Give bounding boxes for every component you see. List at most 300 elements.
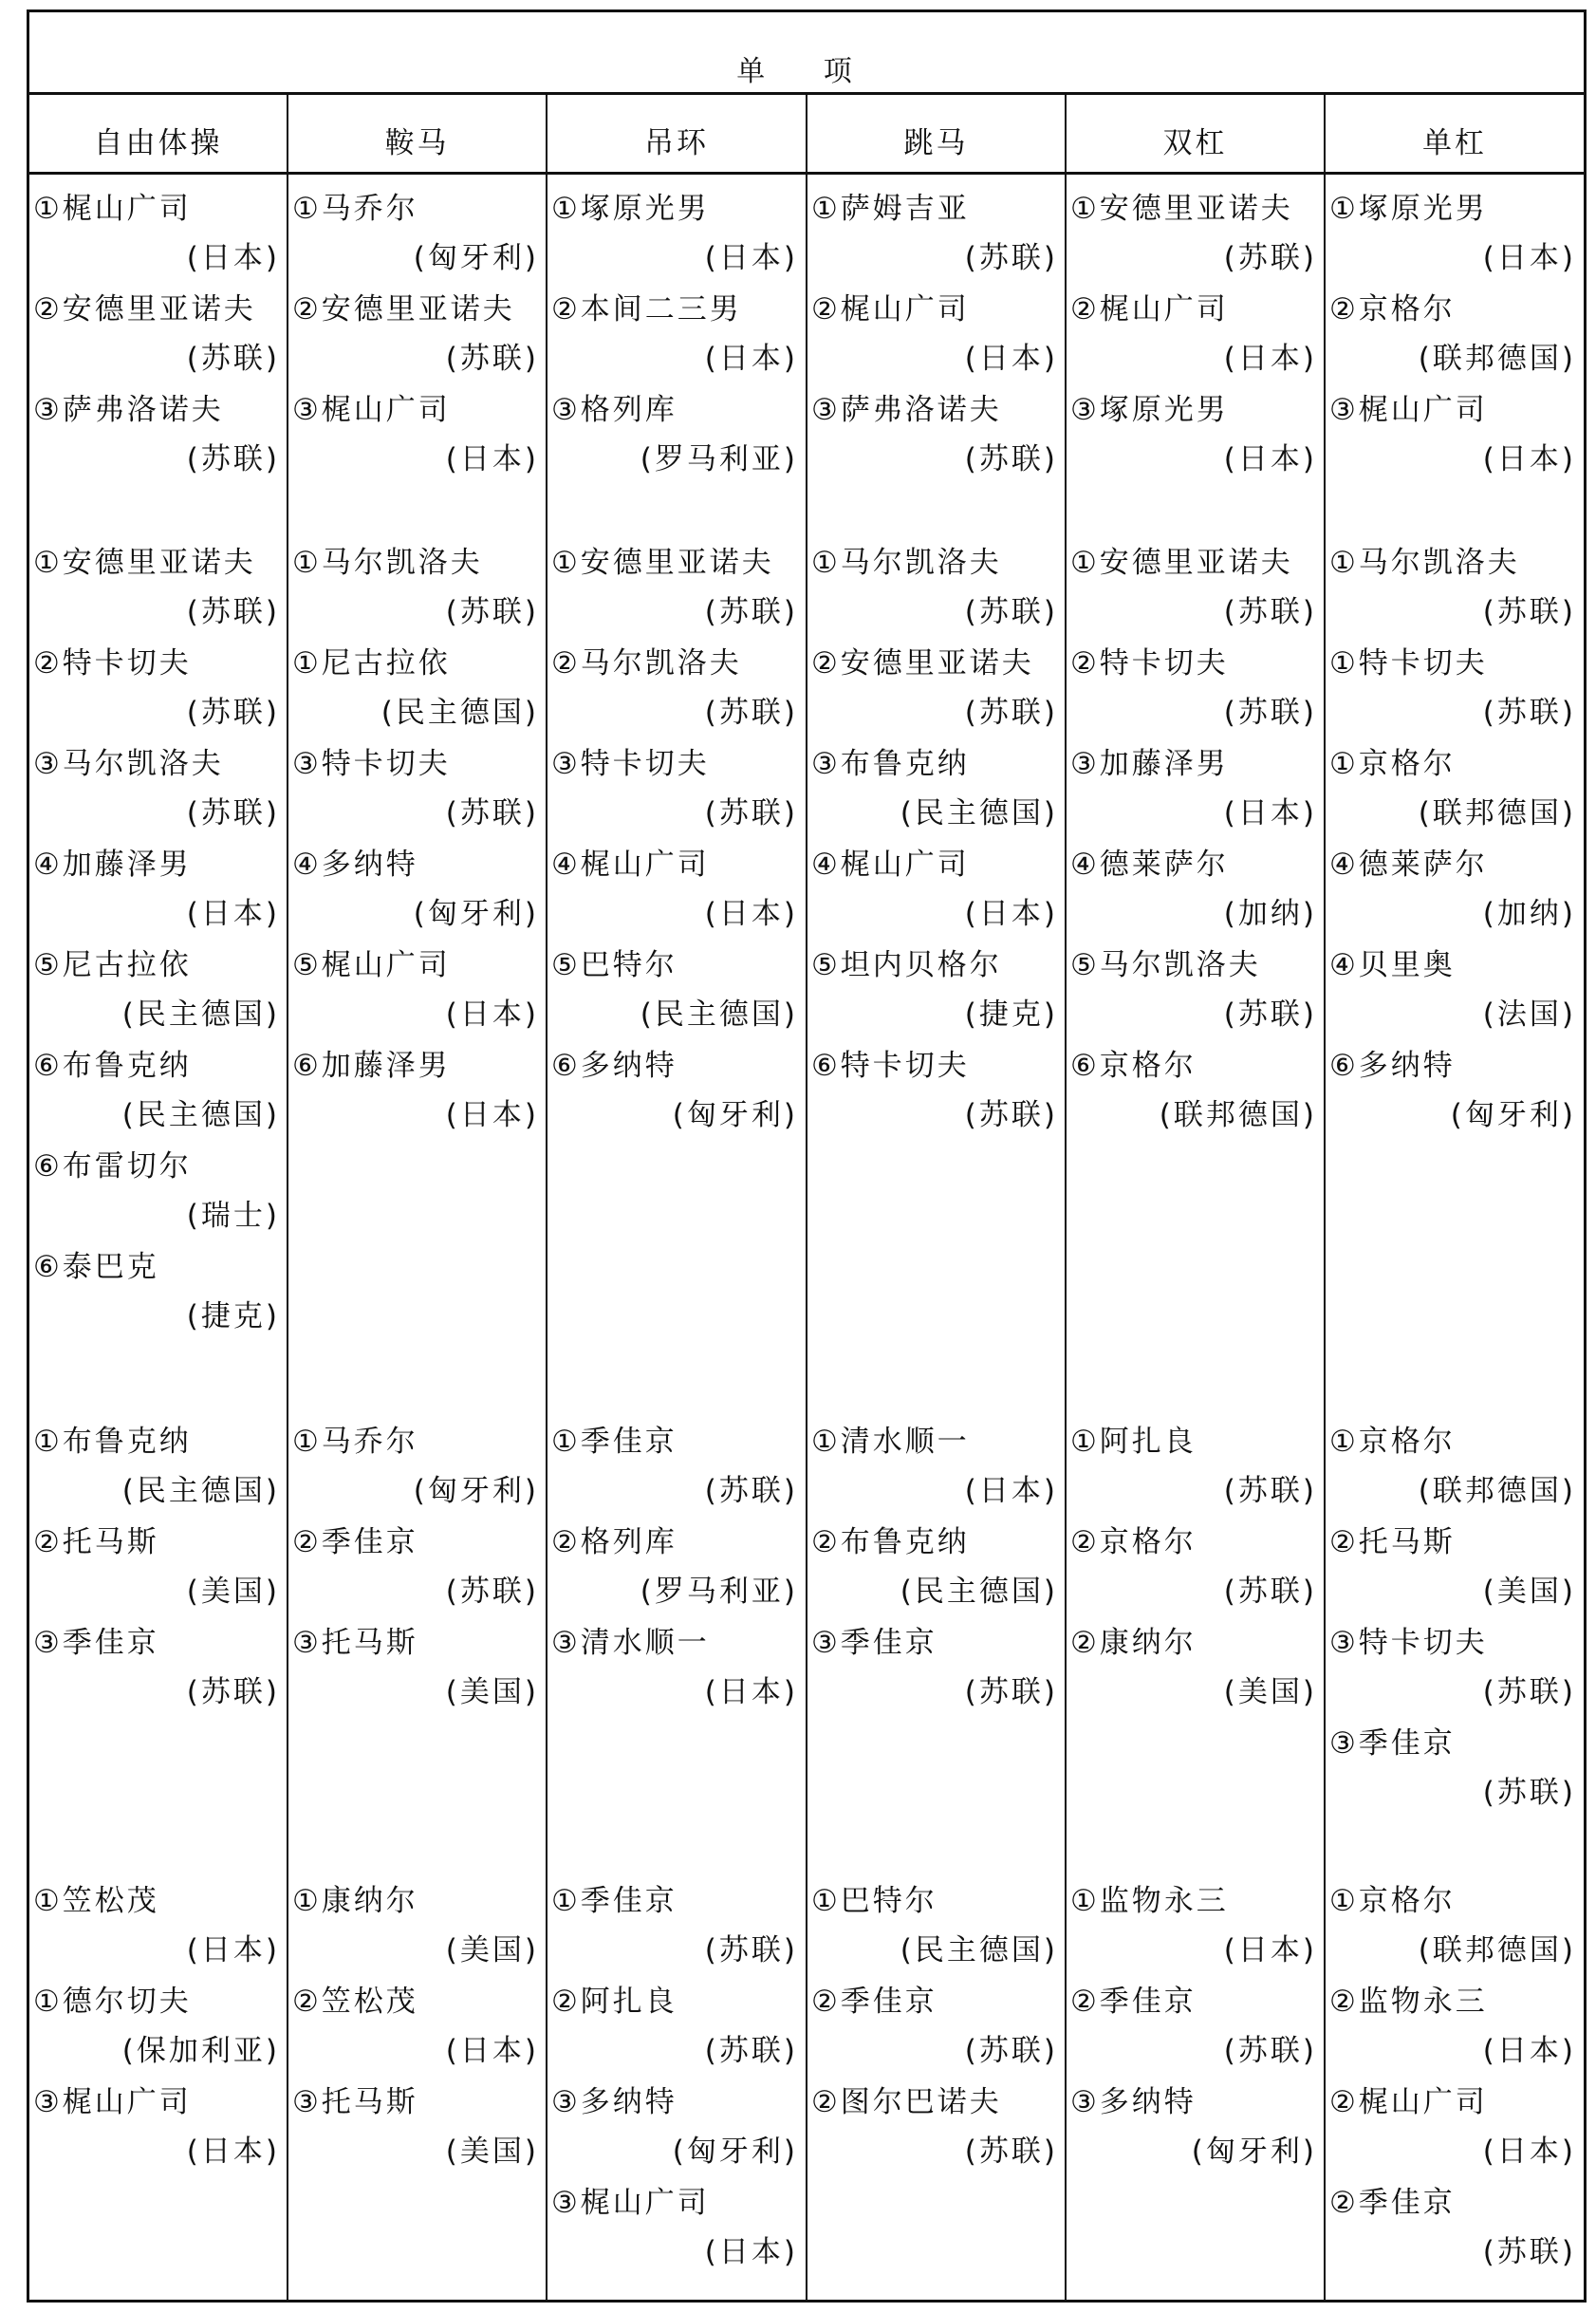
- result-entry: [1329, 1719, 1578, 1818]
- result-entry: [1329, 285, 1578, 383]
- country-label: (民主德国): [900, 1575, 1058, 1609]
- country-label: (苏联): [186, 442, 280, 476]
- athlete-line: [33, 1417, 282, 1466]
- athlete-name: 马尔凯洛夫: [840, 546, 1002, 580]
- rank-label: ①: [551, 192, 581, 226]
- result-entry: [292, 1041, 541, 1140]
- rank-label: ①: [1070, 192, 1100, 226]
- country-label: (联邦德国): [1418, 796, 1576, 830]
- athlete-name: 笠松茂: [62, 1884, 159, 1918]
- rank-label: ③: [292, 1626, 322, 1660]
- athlete-line: [292, 739, 541, 789]
- country-label: (联邦德国): [1159, 1098, 1317, 1132]
- athlete-name: 京格尔: [1358, 1425, 1456, 1459]
- country-label: (苏联): [1482, 1776, 1576, 1810]
- result-entry: [811, 538, 1060, 637]
- athlete-name: 梶山广司: [62, 2085, 192, 2119]
- athlete-name: 梶山广司: [580, 2186, 710, 2220]
- country-label: (联邦德国): [1418, 1933, 1576, 1967]
- athlete-name: 布鲁克纳: [62, 1425, 192, 1459]
- country-label: (苏联): [704, 696, 798, 730]
- athlete-name: 季佳京: [62, 1626, 159, 1660]
- country-label: (苏联): [704, 1474, 798, 1508]
- column-divider: [1324, 93, 1326, 2301]
- result-entry: [1070, 285, 1319, 383]
- country-label: (美国): [445, 1675, 539, 1709]
- athlete-line: [292, 1417, 541, 1466]
- athlete-name: 塚原光男: [1358, 192, 1488, 226]
- country-label: (美国): [1223, 1675, 1317, 1709]
- athlete-name: 加藤泽男: [62, 848, 192, 882]
- athlete-name: 多纳特: [1358, 1049, 1456, 1083]
- athlete-name: 季佳京: [840, 1626, 937, 1660]
- column-divider: [287, 93, 288, 2301]
- athlete-line: [1070, 285, 1319, 334]
- result-entry: [33, 385, 282, 484]
- country-label: (苏联): [1482, 2235, 1576, 2269]
- athlete-name: 安德里亚诺夫: [321, 292, 515, 326]
- country-label: (日本): [964, 897, 1058, 931]
- country-label: (匈牙利): [413, 897, 539, 931]
- country-label: (日本): [445, 998, 539, 1032]
- country-label: (民主德国): [121, 1098, 280, 1132]
- rank-label: ②: [1070, 646, 1100, 681]
- athlete-line: [1070, 1041, 1319, 1091]
- country-label: (苏联): [186, 696, 280, 730]
- athlete-name: 加藤泽男: [321, 1049, 451, 1083]
- rank-label: ⑤: [1070, 948, 1100, 982]
- rank-label: ⑥: [551, 1049, 581, 1083]
- country-label: (苏联): [1223, 1474, 1317, 1508]
- result-entry: [1329, 1876, 1578, 1975]
- athlete-line: [1329, 2178, 1578, 2228]
- athlete-line: [1329, 639, 1578, 688]
- athlete-name: 特卡切夫: [1099, 646, 1229, 681]
- athlete-name: 泰巴克: [62, 1250, 159, 1284]
- country-label: (苏联): [186, 1675, 280, 1709]
- rank-label: ③: [292, 393, 322, 427]
- athlete-line: [551, 538, 800, 587]
- athlete-line: [1329, 1618, 1578, 1668]
- rank-label: ③: [1329, 1626, 1359, 1660]
- result-entry: [1070, 1977, 1319, 2076]
- result-entry: [1070, 739, 1319, 838]
- country-label: (美国): [186, 1575, 280, 1609]
- athlete-line: [1329, 285, 1578, 334]
- result-entry: [33, 639, 282, 737]
- athlete-line: [1329, 840, 1578, 889]
- result-entry: [292, 1417, 541, 1516]
- result-entry: [1070, 1417, 1319, 1516]
- athlete-name: 监物永三: [1099, 1884, 1229, 1918]
- rank-label: ②: [33, 1525, 63, 1559]
- athlete-line: [1070, 1518, 1319, 1567]
- rank-label: ③: [1070, 393, 1100, 427]
- rank-label: ⑤: [33, 948, 63, 982]
- result-entry: [292, 184, 541, 283]
- rank-label: ⑤: [292, 948, 322, 982]
- result-entry: [811, 1417, 1060, 1516]
- athlete-name: 萨弗洛诺夫: [62, 393, 224, 427]
- result-entry: [551, 2178, 800, 2277]
- country-label: (苏联): [964, 1675, 1058, 1709]
- rank-label: ①: [1329, 747, 1359, 781]
- result-entry: [292, 285, 541, 383]
- rank-label: ③: [1070, 747, 1100, 781]
- rank-label: ②: [1329, 1525, 1359, 1559]
- result-entry: [551, 538, 800, 637]
- athlete-name: 梶山广司: [840, 848, 970, 882]
- result-entry: [1329, 1977, 1578, 2076]
- rank-label: ⑥: [33, 1250, 63, 1284]
- country-label: (日本): [704, 1675, 798, 1709]
- rank-label: ②: [811, 1525, 841, 1559]
- result-entry: [551, 840, 800, 939]
- country-label: (加纳): [1482, 897, 1576, 931]
- athlete-name: 本间二三男: [580, 292, 742, 326]
- country-label: (日本): [704, 897, 798, 931]
- athlete-line: [551, 2178, 800, 2228]
- rank-label: ⑥: [1329, 1049, 1359, 1083]
- country-label: (日本): [186, 241, 280, 275]
- rank-label: ①: [33, 1884, 63, 1918]
- athlete-line: [811, 1618, 1060, 1668]
- rank-label: ③: [551, 747, 581, 781]
- athlete-name: 季佳京: [1358, 1726, 1456, 1761]
- rank-label: ②: [811, 2085, 841, 2119]
- athlete-line: [292, 1876, 541, 1926]
- result-entry: [33, 1518, 282, 1616]
- country-label: (日本): [1223, 1933, 1317, 1967]
- result-entry: [551, 385, 800, 484]
- result-entry: [292, 1518, 541, 1616]
- athlete-line: [33, 385, 282, 435]
- athlete-line: [551, 941, 800, 990]
- athlete-line: [1070, 941, 1319, 990]
- result-entry: [33, 184, 282, 283]
- athlete-line: [33, 285, 282, 334]
- athlete-name: 尼古拉依: [321, 646, 451, 681]
- athlete-name: 康纳尔: [1099, 1626, 1197, 1660]
- country-label: (日本): [964, 342, 1058, 376]
- result-entry: [1070, 184, 1319, 283]
- country-label: (苏联): [964, 696, 1058, 730]
- athlete-line: [1070, 739, 1319, 789]
- rank-label: ②: [1329, 292, 1359, 326]
- athlete-name: 季佳京: [1358, 2186, 1456, 2220]
- rank-label: ①: [292, 646, 322, 681]
- result-entry: [811, 1876, 1060, 1975]
- rank-label: ①: [33, 546, 63, 580]
- rank-label: ③: [292, 2085, 322, 2119]
- result-entry: [1070, 1041, 1319, 1140]
- result-entry: [811, 184, 1060, 283]
- rank-label: ①: [292, 546, 322, 580]
- athlete-name: 季佳京: [840, 1985, 937, 2019]
- athlete-line: [1070, 639, 1319, 688]
- result-entry: [1070, 639, 1319, 737]
- rank-label: ②: [551, 1985, 581, 2019]
- rank-label: ①: [292, 1884, 322, 1918]
- result-entry: [1070, 840, 1319, 939]
- athlete-name: 塚原光男: [580, 192, 710, 226]
- rank-label: ①: [1329, 1425, 1359, 1459]
- athlete-line: [292, 1977, 541, 2026]
- athlete-name: 监物永三: [1358, 1985, 1488, 2019]
- rank-label: ①: [811, 546, 841, 580]
- athlete-line: [551, 1876, 800, 1926]
- rank-label: ②: [1329, 2085, 1359, 2119]
- country-label: (联邦德国): [1418, 1474, 1576, 1508]
- country-label: (捷克): [186, 1299, 280, 1333]
- result-entry: [1329, 2078, 1578, 2176]
- country-label: (苏联): [1223, 998, 1317, 1032]
- athlete-name: 安德里亚诺夫: [580, 546, 774, 580]
- country-label: (苏联): [186, 342, 280, 376]
- result-entry: [292, 840, 541, 939]
- result-entry: [33, 2078, 282, 2176]
- athlete-line: [1329, 941, 1578, 990]
- result-entry: [1070, 385, 1319, 484]
- athlete-name: 京格尔: [1099, 1049, 1197, 1083]
- country-label: (苏联): [1223, 241, 1317, 275]
- country-label: (日本): [1223, 342, 1317, 376]
- country-label: (苏联): [1482, 595, 1576, 629]
- country-label: (匈牙利): [413, 241, 539, 275]
- athlete-line: [1070, 2078, 1319, 2127]
- athlete-line: [551, 2078, 800, 2127]
- rank-label: ③: [811, 747, 841, 781]
- country-label: (美国): [1482, 1575, 1576, 1609]
- country-label: (匈牙利): [1191, 2135, 1317, 2169]
- result-entry: [33, 1977, 282, 2076]
- athlete-line: [33, 1876, 282, 1926]
- result-entry: [1070, 1618, 1319, 1717]
- result-entry: [811, 285, 1060, 383]
- athlete-line: [1329, 1417, 1578, 1466]
- athlete-line: [33, 941, 282, 990]
- result-entry: [33, 1618, 282, 1717]
- country-label: (罗马利亚): [640, 1575, 798, 1609]
- athlete-line: [811, 184, 1060, 233]
- athlete-name: 阿扎良: [1099, 1425, 1197, 1459]
- athlete-name: 多纳特: [580, 1049, 677, 1083]
- athlete-line: [33, 739, 282, 789]
- country-label: (日本): [186, 897, 280, 931]
- rank-label: ②: [292, 1525, 322, 1559]
- athlete-line: [33, 1142, 282, 1191]
- table-title: 单 项: [736, 55, 877, 88]
- athlete-line: [811, 538, 1060, 587]
- athlete-line: [811, 941, 1060, 990]
- country-label: (日本): [1223, 796, 1317, 830]
- result-entry: [811, 941, 1060, 1039]
- column-header: 鞍马: [384, 126, 450, 160]
- athlete-name: 马尔凯洛夫: [1358, 546, 1520, 580]
- country-label: (日本): [1482, 241, 1576, 275]
- rank-label: ②: [1070, 1985, 1100, 2019]
- country-label: (保加利亚): [121, 2034, 280, 2068]
- result-entry: [551, 1417, 800, 1516]
- athlete-name: 季佳京: [321, 1525, 418, 1559]
- athlete-name: 安德里亚诺夫: [62, 292, 256, 326]
- result-entry: [551, 639, 800, 737]
- country-label: (日本): [704, 342, 798, 376]
- country-label: (联邦德国): [1418, 342, 1576, 376]
- athlete-name: 康纳尔: [321, 1884, 418, 1918]
- rank-label: ①: [811, 192, 841, 226]
- result-entry: [811, 385, 1060, 484]
- result-entry: [292, 538, 541, 637]
- athlete-name: 马尔凯洛夫: [62, 747, 224, 781]
- result-entry: [551, 1977, 800, 2076]
- athlete-line: [1329, 1518, 1578, 1567]
- rank-label: ④: [1329, 848, 1359, 882]
- athlete-name: 多纳特: [1099, 2085, 1197, 2119]
- result-entry: [1329, 1417, 1578, 1516]
- athlete-line: [551, 1518, 800, 1567]
- athlete-line: [33, 639, 282, 688]
- result-entry: [292, 941, 541, 1039]
- rank-label: ②: [811, 1985, 841, 2019]
- country-label: (苏联): [1223, 1575, 1317, 1609]
- country-label: (日本): [186, 2135, 280, 2169]
- rank-label: ③: [33, 2085, 63, 2119]
- athlete-name: 梶山广司: [1099, 292, 1229, 326]
- result-entry: [811, 1041, 1060, 1140]
- athlete-line: [1070, 1977, 1319, 2026]
- athlete-line: [551, 1041, 800, 1091]
- result-entry: [1329, 385, 1578, 484]
- athlete-name: 特卡切夫: [1358, 1626, 1488, 1660]
- country-label: (苏联): [964, 442, 1058, 476]
- athlete-name: 季佳京: [1099, 1985, 1197, 2019]
- rank-label: ③: [292, 747, 322, 781]
- athlete-line: [33, 1618, 282, 1668]
- athlete-line: [292, 1518, 541, 1567]
- rank-label: ③: [33, 1626, 63, 1660]
- athlete-name: 马尔凯洛夫: [321, 546, 483, 580]
- result-entry: [1329, 2178, 1578, 2277]
- athlete-name: 德莱萨尔: [1358, 848, 1488, 882]
- rank-label: ③: [1329, 1726, 1359, 1761]
- rank-label: ①: [1329, 646, 1359, 681]
- athlete-name: 特卡切夫: [840, 1049, 970, 1083]
- athlete-line: [1070, 1876, 1319, 1926]
- athlete-name: 布鲁克纳: [840, 1525, 970, 1559]
- athlete-name: 布雷切尔: [62, 1149, 192, 1184]
- rank-label: ②: [1070, 1525, 1100, 1559]
- athlete-name: 京格尔: [1099, 1525, 1197, 1559]
- country-label: (苏联): [704, 2034, 798, 2068]
- athlete-name: 坦内贝格尔: [840, 948, 1002, 982]
- athlete-line: [551, 639, 800, 688]
- athlete-name: 萨弗洛诺夫: [840, 393, 1002, 427]
- column-header: 单杠: [1422, 126, 1487, 160]
- rank-label: ③: [33, 747, 63, 781]
- results-table: [27, 9, 1587, 2303]
- result-entry: [33, 538, 282, 637]
- table-top-border: [29, 9, 1584, 12]
- athlete-line: [811, 1977, 1060, 2026]
- country-label: (苏联): [704, 796, 798, 830]
- rank-label: ⑥: [292, 1049, 322, 1083]
- country-label: (美国): [445, 2135, 539, 2169]
- athlete-line: [1070, 1417, 1319, 1466]
- rank-label: ⑥: [811, 1049, 841, 1083]
- athlete-line: [33, 1041, 282, 1091]
- athlete-name: 格列库: [580, 393, 677, 427]
- result-entry: [292, 1876, 541, 1975]
- athlete-line: [1329, 1041, 1578, 1091]
- result-entry: [33, 840, 282, 939]
- result-entry: [551, 1876, 800, 1975]
- athlete-name: 托马斯: [321, 2085, 418, 2119]
- result-entry: [1329, 1618, 1578, 1717]
- rank-label: ③: [1329, 393, 1359, 427]
- country-label: (美国): [445, 1933, 539, 1967]
- result-entry: [292, 385, 541, 484]
- country-label: (民主德国): [640, 998, 798, 1032]
- result-entry: [551, 1518, 800, 1616]
- athlete-name: 清水顺一: [580, 1626, 710, 1660]
- country-label: (日本): [1482, 2135, 1576, 2169]
- athlete-line: [811, 1518, 1060, 1567]
- athlete-line: [551, 1618, 800, 1668]
- rank-label: ②: [1070, 1626, 1100, 1660]
- athlete-name: 特卡切夫: [1358, 646, 1488, 681]
- rank-label: ④: [551, 848, 581, 882]
- column-header: 吊环: [644, 126, 709, 160]
- result-entry: [292, 739, 541, 838]
- country-label: (苏联): [186, 595, 280, 629]
- rank-label: ⑥: [33, 1149, 63, 1184]
- rank-label: ②: [1070, 292, 1100, 326]
- rank-label: ③: [811, 1626, 841, 1660]
- result-entry: [1070, 2078, 1319, 2176]
- country-label: (加纳): [1223, 897, 1317, 931]
- country-label: (日本): [445, 1098, 539, 1132]
- rank-label: ②: [33, 292, 63, 326]
- result-entry: [811, 1618, 1060, 1717]
- country-label: (日本): [964, 1474, 1058, 1508]
- rank-label: ①: [292, 192, 322, 226]
- rank-label: ①: [811, 1425, 841, 1459]
- result-entry: [1329, 1518, 1578, 1616]
- athlete-name: 格列库: [580, 1525, 677, 1559]
- athlete-name: 梶山广司: [62, 192, 192, 226]
- athlete-line: [33, 184, 282, 233]
- rank-label: ③: [551, 2085, 581, 2119]
- result-entry: [551, 941, 800, 1039]
- athlete-line: [551, 385, 800, 435]
- athlete-name: 梶山广司: [840, 292, 970, 326]
- athlete-line: [1070, 538, 1319, 587]
- athlete-line: [551, 840, 800, 889]
- result-entry: [1070, 1876, 1319, 1975]
- rank-label: ④: [1329, 948, 1359, 982]
- athlete-line: [811, 840, 1060, 889]
- athlete-line: [811, 385, 1060, 435]
- athlete-name: 巴特尔: [580, 948, 677, 982]
- result-entry: [1070, 538, 1319, 637]
- country-label: (法国): [1482, 998, 1576, 1032]
- rank-label: ②: [292, 292, 322, 326]
- column-divider: [806, 93, 807, 2301]
- country-label: (苏联): [1223, 2034, 1317, 2068]
- column-divider: [546, 93, 547, 2301]
- athlete-line: [1329, 1719, 1578, 1768]
